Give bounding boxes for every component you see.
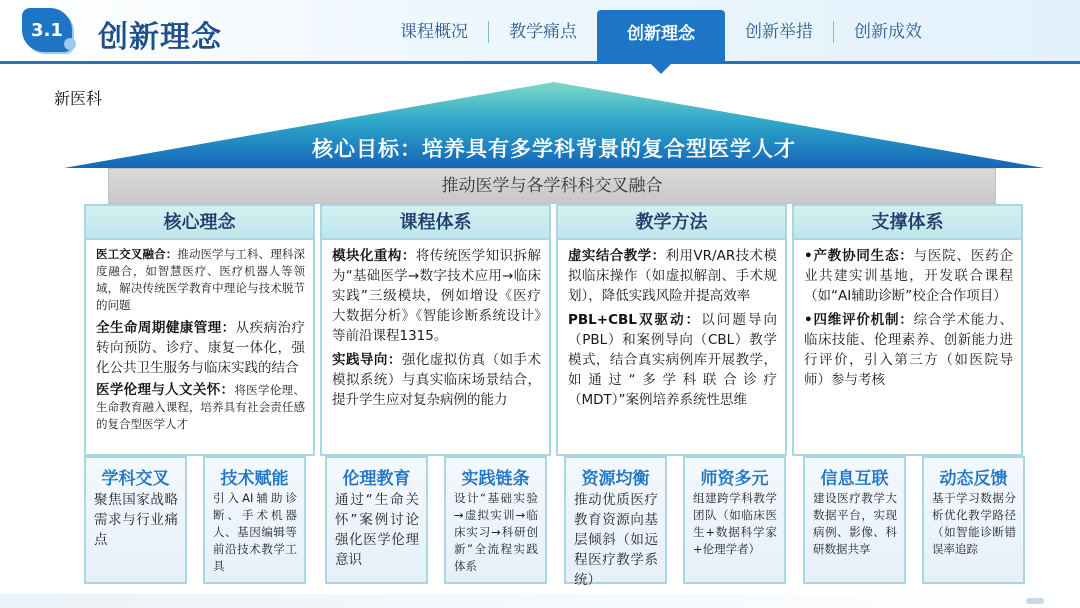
pillar-item — [568, 246, 777, 306]
decorative-dot-icon — [64, 38, 76, 50]
card-information-interconnect — [803, 456, 906, 584]
pillar-item — [804, 246, 1013, 306]
pillar-item — [332, 350, 541, 410]
item-heading: •四维评价机制： — [804, 312, 914, 328]
pillar-support-system — [792, 204, 1023, 456]
pillar-item — [96, 382, 305, 433]
pillar-title: 教学方法 — [558, 206, 785, 240]
card-practice-chain — [444, 456, 547, 584]
tab-course-overview[interactable]: 课程概况 — [400, 22, 468, 42]
item-text: 从疾病治疗转向预防、诊疗、康复一体化，强化公共卫生服务与临床实践的结合 — [96, 320, 306, 376]
pillar-curriculum — [320, 204, 551, 456]
card-resource-balance — [564, 456, 667, 588]
pillar-title: 课程体系 — [322, 206, 549, 240]
item-heading: 模块化重构： — [332, 248, 416, 264]
pillar-title: 支撑体系 — [794, 206, 1021, 240]
card-diverse-faculty — [683, 456, 786, 584]
item-heading: PBL+CBL双驱动： — [568, 312, 702, 328]
card-interdisciplinary — [84, 456, 187, 584]
item-text: 推动医学与工科、理科深度融合，如智慧医疗、医疗机器人等领域，解决传统医学教育中理论与技术脱节的问题 — [96, 247, 306, 312]
item-text: 与医院、医药企业共建实训基地，开发联合课程（如“AI辅助诊断”校企合作项目） — [804, 248, 1013, 304]
card-dynamic-feedback — [922, 456, 1025, 584]
card-text: 基于学习数据分析优化教学路径（如智能诊断错误率追踪 — [932, 491, 1016, 556]
card-text: 引入AI辅助诊断、手术机器人、基因编辑等前沿技术教学工具 — [213, 491, 297, 573]
pillar-item — [96, 318, 305, 378]
card-text: 推动优质医疗教育资源向基层倾斜（如远程医疗教学系统） — [574, 492, 658, 588]
footer-bar — [0, 594, 1080, 608]
item-text: 以问题导向（PBL）和案例导向（CBL）教学模式，结合真实病例库开展教学，如通过“多学科联合诊疗（MDT）”案例培养系统性思维 — [568, 312, 777, 408]
card-title: 信息互联 — [820, 469, 889, 489]
card-text: 设计“基础实验→虚拟实训→临床实习→科研创新”全流程实践体系 — [454, 491, 538, 573]
item-heading: 医工交叉融合： — [96, 247, 178, 261]
pillar-title: 核心理念 — [86, 206, 313, 240]
card-title: 实践链条 — [461, 469, 530, 489]
beam-text: 推动医学与各学科科交叉融合 — [108, 168, 996, 204]
tab-innovation-concept[interactable]: 创新理念 — [597, 10, 725, 64]
card-title: 技术赋能 — [220, 469, 289, 489]
card-ethics-education — [325, 456, 428, 584]
item-text: 将传统医学知识拆解为“基础医学→数字技术应用→临床实践”三级模块，例如增设《医疗大数据分析》《智能诊断系统设计》等前沿课程1315。 — [332, 248, 542, 344]
core-goal-text: 核心目标：培养具有多学科背景的复合型医学人才 — [312, 137, 796, 161]
card-text: 聚焦国家战略需求与行业痛点 — [94, 492, 178, 548]
section-tabs — [380, 10, 942, 54]
tab-innovation-results[interactable]: 创新成效 — [854, 22, 922, 42]
pillar-item — [332, 246, 541, 346]
card-title: 动态反馈 — [939, 469, 1008, 489]
card-text: 建设医疗教学大数据平台，实现病例、影像、科研数据共享 — [813, 491, 897, 556]
pillar-teaching-methods — [556, 204, 787, 456]
page-title: 创新理念 — [98, 20, 222, 55]
card-title: 资源均衡 — [581, 469, 650, 489]
item-text: 强化虚拟仿真（如手术模拟系统）与真实临床场景结合，提升学生应对复杂病例的能力 — [332, 352, 542, 408]
card-title: 师资多元 — [700, 469, 769, 489]
item-heading: •产教协同生态： — [804, 248, 914, 264]
tab-innovation-measures[interactable]: 创新举措 — [745, 22, 813, 42]
item-text: 综合学术能力、临床技能、伦理素养、创新能力进行评价，引入第三方（如医院导师）参与考核 — [804, 312, 1013, 388]
item-text: 利用VR/AR技术模拟临床操作（如虚拟解剖、手术规划），降低实践风险并提高效率 — [568, 248, 778, 304]
card-title: 伦理教育 — [342, 469, 411, 489]
card-text: 通过“生命关怀”案例讨论强化医学伦理意识 — [335, 492, 419, 568]
pillar-item — [96, 246, 305, 314]
item-heading: 虚实结合教学： — [568, 248, 666, 264]
item-heading: 全生命周期健康管理： — [96, 320, 236, 336]
subtitle: 新医科 — [54, 89, 103, 108]
pillar-core-concept — [84, 204, 315, 456]
card-text: 组建跨学科教学团队（如临床医生+数据科学家+伦理学者） — [693, 491, 777, 556]
tab-teaching-pain-points[interactable]: 教学痛点 — [509, 22, 577, 42]
card-title: 学科交叉 — [101, 469, 170, 489]
card-tech-empowerment — [203, 456, 306, 584]
item-text: 将医学伦理、生命教育融入课程，培养具有社会责任感的复合型医学人才 — [96, 383, 306, 431]
section-number-badge: 3.1 — [22, 8, 72, 52]
pillar-item — [804, 310, 1013, 390]
item-heading: 医学伦理与人文关怀： — [96, 382, 235, 398]
pillar-item — [568, 310, 777, 410]
item-heading: 实践导向： — [332, 352, 402, 368]
